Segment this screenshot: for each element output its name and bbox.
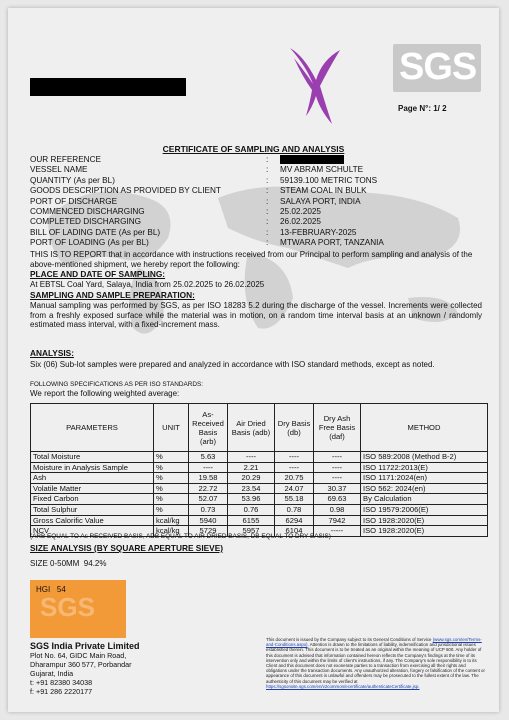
detail-row: VESSEL NAME : MV ABRAM SCHULTE	[30, 165, 470, 175]
cell-adb: 53.96	[228, 494, 275, 505]
disclaimer-text: . Attention is drawn to the limitations of liability, indemnification and jurisdictional issues established therein.	[266, 642, 476, 653]
cell-adb: 0.76	[228, 504, 275, 515]
table-header-row	[31, 404, 488, 452]
cell-unit: %	[154, 462, 189, 473]
size-value: 94.2%	[83, 559, 107, 568]
cell-arb: 19.58	[189, 473, 228, 484]
fax: f: +91 286 2220177	[30, 687, 93, 696]
analysis-heading: ANALYSIS:	[30, 348, 74, 358]
phone: t: +91 82380 34038	[30, 678, 93, 687]
col-header: As-Received Basis (arb)	[189, 404, 228, 452]
cell-daf: 0.98	[314, 504, 361, 515]
cell-daf: ----	[314, 473, 361, 484]
detail-label: PORT OF LOADING (As per BL)	[30, 238, 149, 248]
detail-label: COMPLETED DISCHARGING	[30, 217, 141, 227]
cell-adb: 5957	[228, 526, 275, 537]
disclaimer-text: The authenticity of this document may be verified at	[266, 673, 479, 684]
col-header: METHOD	[361, 404, 488, 452]
hgi-value: 54	[56, 585, 66, 594]
cell-daf: ----	[314, 452, 361, 463]
cell-unit: %	[154, 483, 189, 494]
cell-adb: 20.29	[228, 473, 275, 484]
cell-arb: 52.07	[189, 494, 228, 505]
cell-method: ISO 1928:2020(E)	[361, 515, 488, 526]
cell-parameter: NCV	[31, 526, 154, 537]
following-text: FOLLOWING SPECIFICATIONS AS PER ISO STANDARDS:	[30, 381, 204, 388]
cell-db: 6104	[275, 526, 314, 537]
analysis-table	[30, 403, 488, 537]
shipment-details	[30, 155, 470, 249]
detail-label: QUANTITY (As per BL)	[30, 175, 115, 185]
detail-value: STEAM COAL IN BULK	[280, 186, 367, 196]
detail-row: QUANTITY (As per BL) : 59139.100 METRIC TONS	[30, 176, 470, 186]
cell-db: ----	[275, 462, 314, 473]
detail-row: BILL OF LADING DATE (As per BL) : 13-FEBRUARY-2025	[30, 228, 470, 238]
cell-unit: kcal/kg	[154, 526, 189, 537]
cell-parameter: Volatile Matter	[31, 483, 154, 494]
intro-text: THIS IS TO REPORT that in accordance with instructions received from our Principal to perform sampling and analysis of the above-mentioned shipment, we hereby report the following:	[30, 250, 473, 269]
cell-method: ISO 1928:2020(E)	[361, 526, 488, 537]
table-row	[31, 504, 488, 515]
company-footer	[30, 642, 140, 696]
col-header: PARAMETERS	[31, 404, 154, 452]
place-text: At EBTSL Coal Yard, Salaya, India from 25.02.2025 to 26.02.2025	[30, 280, 265, 289]
size-row	[30, 559, 482, 569]
detail-label: PORT OF DISCHARGE	[30, 196, 118, 206]
cell-arb: 5729	[189, 526, 228, 537]
detail-value: 26.02.2025	[280, 217, 321, 227]
detail-value: MV ABRAM SCHULTE	[280, 165, 364, 175]
detail-label: COMMENCED DISCHARGING	[30, 206, 145, 216]
disclaimer-text: This document is issued by the Company subject to its General Conditions of Service	[266, 637, 432, 642]
size-heading: SIZE ANALYSIS (BY SQUARE APERTURE SIEVE)	[30, 543, 224, 553]
cell-parameter: Total Moisture	[31, 452, 154, 463]
cell-unit: %	[154, 473, 189, 484]
col-header: UNIT	[154, 404, 189, 452]
analysis-text: Six (06) Sub-lot samples were prepared and analyzed in accordance with ISO standard methods, except as noted.	[30, 360, 435, 369]
table-row	[31, 473, 488, 484]
detail-label: GOODS DESCRIPTION AS PROVIDED BY CLIENT	[30, 186, 221, 196]
page-number: Page N°: 1/ 2	[398, 104, 447, 113]
detail-value	[280, 155, 470, 165]
cell-method: ISO 589:2008 (Method B-2)	[361, 452, 488, 463]
cell-db: 6294	[275, 515, 314, 526]
cell-method: ISO 11722:2013(E)	[361, 462, 488, 473]
cell-arb: 5940	[189, 515, 228, 526]
basis-note: (ARB EQUAL TO As RECEIVED BASIS, ADB EQUAL TO AIR DRIED BASIS, DB EQUAL TO DRY BASIS)	[30, 533, 331, 540]
col-header: Dry Ash Free Basis (daf)	[314, 404, 361, 452]
certificate-title: CERTIFICATE OF SAMPLING AND ANALYSIS	[162, 144, 345, 154]
hgi-row	[36, 585, 66, 594]
detail-row: PORT OF DISCHARGE : SALAYA PORT, INDIA	[30, 197, 470, 207]
sgs-logo	[393, 44, 481, 92]
cell-method: By Calculation	[361, 494, 488, 505]
detail-value: SALAYA PORT, INDIA	[280, 196, 361, 206]
table-row	[31, 452, 488, 463]
size-label: SIZE 0-50MM	[30, 559, 80, 568]
terms-link[interactable]: (www.sgs.com/en/Terms-and-Conditions.aspx)	[266, 637, 482, 648]
detail-value: 13-FEBRUARY-2025	[280, 227, 357, 237]
cell-arb: ----	[189, 462, 228, 473]
certificate-page	[8, 8, 499, 712]
cell-db: 24.07	[275, 483, 314, 494]
redacted-block	[30, 78, 186, 96]
cell-db: ----	[275, 452, 314, 463]
cell-daf: 69.63	[314, 494, 361, 505]
cell-db: 0.78	[275, 504, 314, 515]
cell-adb: 23.54	[228, 483, 275, 494]
legal-disclaimer	[266, 637, 486, 689]
detail-row: OUR REFERENCE :	[30, 155, 470, 165]
bird-emblem	[286, 46, 342, 126]
detail-value: 25.02.2025	[280, 206, 321, 216]
cell-unit: %	[154, 494, 189, 505]
cell-arb: 22.72	[189, 483, 228, 494]
orange-logo-text: SGS	[40, 592, 95, 622]
cell-arb: 0.73	[189, 504, 228, 515]
disclaimer-text: This document is to be treated as an original within the meaning of UCP 600. Any holder of this document is advised that information contained hereon reflects the Company's findings at the time of its intervention only and within the limits of client's instructions, if any. The Company's sole responsibility is to its Client and this document does not exonerate parties to a transaction from exercising all their rights and obligations under the transaction documents. Any unauthorized alteration, forgery or falsification of the content or appearance of this document is unlawful and offenders may be prosecuted to the fullest extent of the law.	[266, 647, 485, 679]
address-line: Gujarat, India	[30, 669, 74, 678]
redacted-reference	[280, 155, 344, 164]
cell-db: 20.75	[275, 473, 314, 484]
cell-db: 55.18	[275, 494, 314, 505]
sgs-logo-text: SGS	[399, 46, 477, 88]
cell-arb: 5.63	[189, 452, 228, 463]
hgi-label: HGI	[36, 585, 51, 594]
cell-unit: kcal/kg	[154, 515, 189, 526]
cell-method: ISO 562: 2024(en)	[361, 483, 488, 494]
weighted-text: We report the following weighted average:	[30, 389, 180, 398]
table-row	[31, 494, 488, 505]
cell-method: ISO 19579:2006(E)	[361, 504, 488, 515]
cell-unit: %	[154, 452, 189, 463]
col-header: Dry Basis (db)	[275, 404, 314, 452]
address-line: Dharampur 360 577, Porbandar	[30, 660, 132, 669]
sampling-text: Manual sampling was performed by SGS, as per ISO 18283 5.2 during the discharge of the vessel. Increments were collected from a freshly exposed surface while the material was in motion, on a random time interval basis at an unknown / randomly estimated mass interval, with a fixed-increment mass.	[30, 301, 482, 329]
detail-row: COMPLETED DISCHARGING : 26.02.2025	[30, 217, 470, 227]
cell-parameter: Total Sulphur	[31, 504, 154, 515]
detail-row: GOODS DESCRIPTION AS PROVIDED BY CLIENT : STEAM COAL IN BULK	[30, 186, 470, 196]
cell-adb: 2.21	[228, 462, 275, 473]
cell-adb: ----	[228, 452, 275, 463]
detail-label: OUR REFERENCE	[30, 155, 101, 164]
cell-method: ISO 1171:2024(en)	[361, 473, 488, 484]
cell-parameter: Gross Calorific Value	[31, 515, 154, 526]
detail-label: BILL OF LADING DATE (As per BL)	[30, 227, 161, 237]
detail-row: PORT OF LOADING (As per BL) : MTWARA PORT, TANZANIA	[30, 238, 470, 248]
cell-daf: ----	[314, 462, 361, 473]
detail-label: VESSEL NAME	[30, 165, 88, 175]
company-name: SGS India Private Limited	[30, 641, 140, 651]
cell-parameter: Fixed Carbon	[31, 494, 154, 505]
sampling-heading: SAMPLING AND SAMPLE PREPARATION:	[30, 290, 195, 300]
cell-daf: 30.37	[314, 483, 361, 494]
detail-value: MTWARA PORT, TANZANIA	[280, 238, 384, 248]
detail-row: COMMENCED DISCHARGING : 25.02.2025	[30, 207, 470, 217]
cell-adb: 6155	[228, 515, 275, 526]
verify-link[interactable]: https://sgsonsite.sgs.com/en/v2common/ecertificate/authenticateCertificate.jsp.	[266, 683, 420, 689]
cell-unit: %	[154, 504, 189, 515]
cell-daf: -----	[314, 526, 361, 537]
table-row	[31, 462, 488, 473]
table-row	[31, 515, 488, 526]
table-row	[31, 483, 488, 494]
col-header: Air Dried Basis (adb)	[228, 404, 275, 452]
cell-parameter: Moisture in Analysis Sample	[31, 462, 154, 473]
cell-daf: 7942	[314, 515, 361, 526]
place-heading: PLACE AND DATE OF SAMPLING:	[30, 269, 166, 279]
detail-value: 59139.100 METRIC TONS	[280, 175, 378, 185]
cell-parameter: Ash	[31, 473, 154, 484]
address-line: Plot No. 64, GIDC Main Road,	[30, 651, 127, 660]
